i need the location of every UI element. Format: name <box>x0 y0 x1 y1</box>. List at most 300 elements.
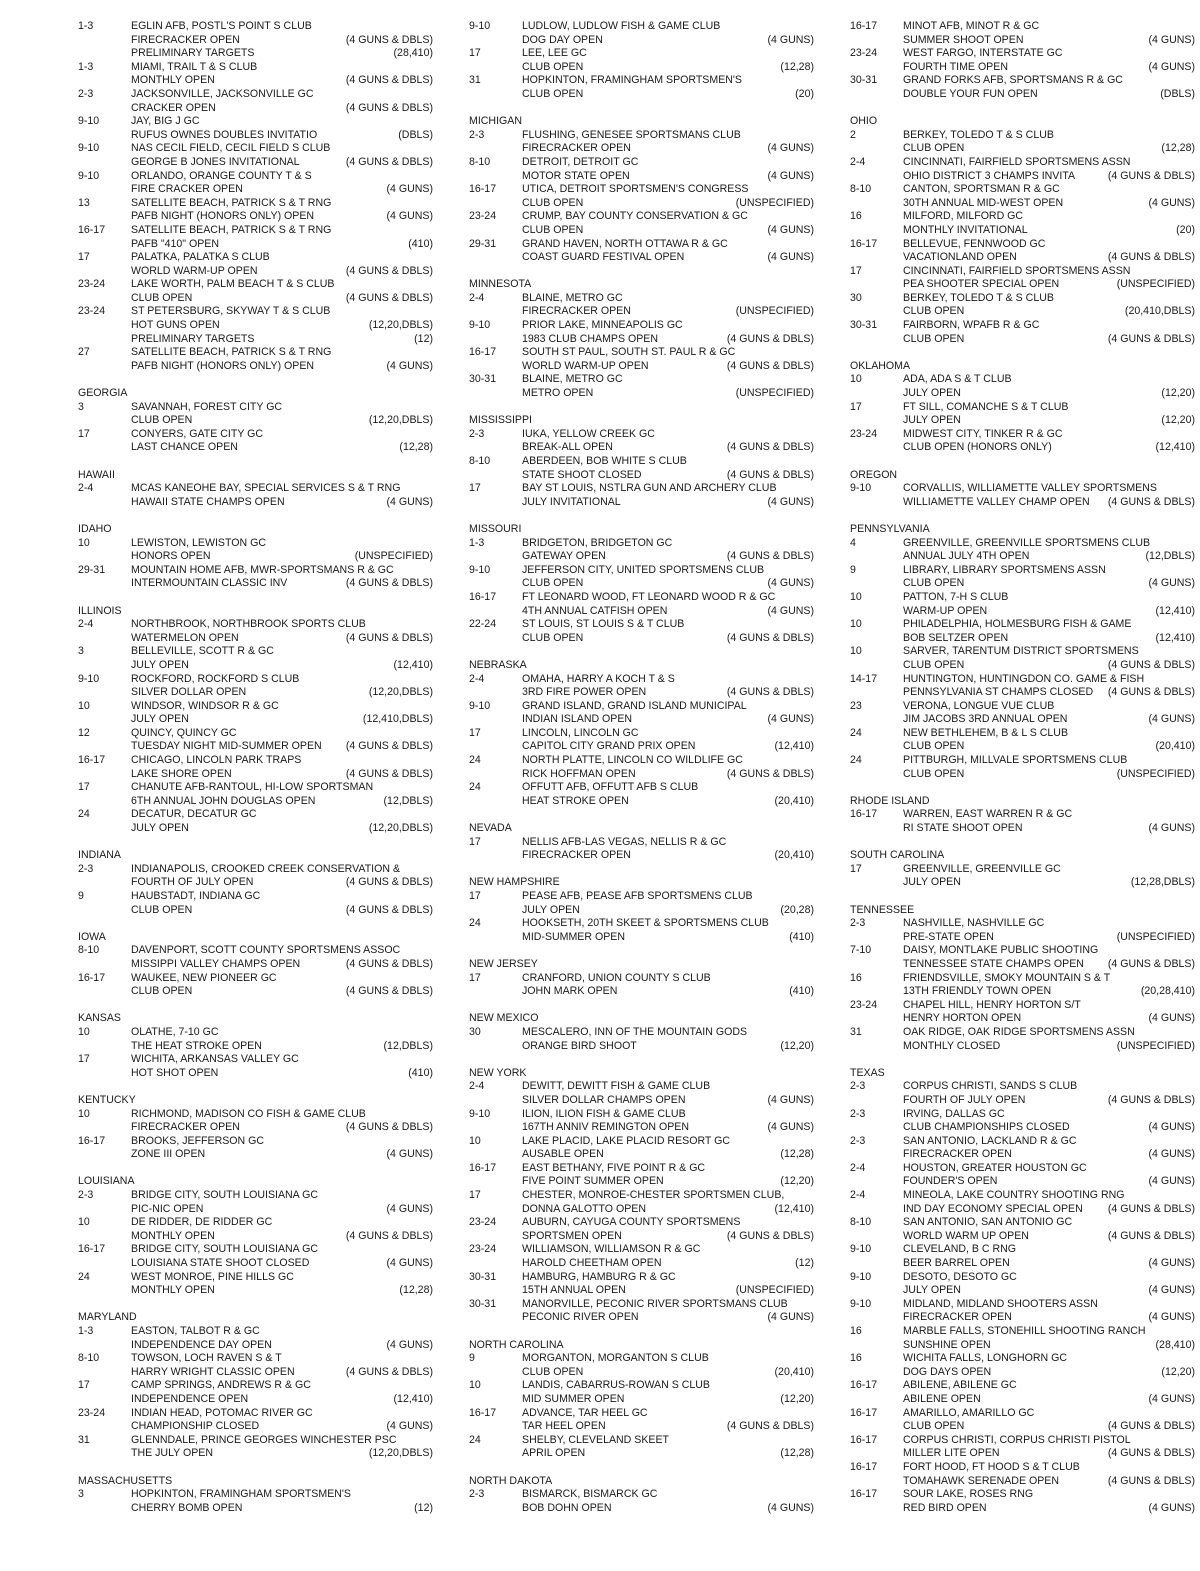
event-date: 10 <box>78 1107 90 1120</box>
event-location: MARBLE FALLS, STONEHILL SHOOTING RANCH <box>903 1325 1146 1337</box>
event-title-line <box>131 768 433 782</box>
event-entry <box>850 292 1195 319</box>
event-date: 1-3 <box>78 20 94 32</box>
event-class: (UNSPECIFIED) <box>1116 1039 1195 1052</box>
event-class: (4 GUNS & DBLS) <box>726 332 814 345</box>
event-title-line <box>131 686 433 700</box>
event-details <box>131 1189 433 1216</box>
event-date: 16 <box>850 1352 862 1365</box>
event-title: ZONE III OPEN <box>131 1148 206 1161</box>
event-date: 2-4 <box>469 1080 485 1093</box>
event-location: GLENNDALE, PRINCE GEORGES WINCHESTER PSC <box>131 1433 397 1446</box>
event-location: WARREN, EAST WARREN R & GC <box>903 808 1073 821</box>
event-title-line <box>522 1175 814 1189</box>
event-class: (4 GUNS & DBLS) <box>726 1420 814 1433</box>
event-entry <box>469 129 814 156</box>
event-entry <box>469 428 814 455</box>
event-entry <box>469 482 814 509</box>
event-class: (12) <box>795 1257 814 1270</box>
event-date: 3 <box>78 400 84 413</box>
event-title-line <box>522 1311 814 1325</box>
event-date: 17 <box>850 400 862 413</box>
event-title-line <box>131 1447 433 1461</box>
event-details <box>903 319 1195 346</box>
event-title: DOUBLE YOUR FUN OPEN <box>903 87 1038 100</box>
event-location: SHELBY, CLEVELAND SKEET <box>522 1433 670 1446</box>
event-date: 1-3 <box>78 1325 94 1337</box>
event-title: HAWAII STATE CHAMPS OPEN <box>131 495 285 508</box>
event-class: (12,20) <box>1161 414 1195 427</box>
event-location: EGLIN AFB, POSTL'S POINT S CLUB <box>131 20 312 32</box>
event-entry <box>850 183 1195 210</box>
event-details <box>522 346 814 373</box>
event-details <box>522 836 814 863</box>
event-entry <box>469 1434 814 1461</box>
event-title-line <box>903 768 1195 782</box>
event-class: (12,410) <box>1155 441 1195 454</box>
event-title: SPORTSMEN OPEN <box>522 1229 622 1242</box>
event-details <box>903 373 1195 400</box>
event-details <box>131 645 433 672</box>
event-date: 24 <box>469 754 481 767</box>
event-entry <box>78 754 433 781</box>
event-title: CLUB OPEN <box>903 658 965 671</box>
event-title-line <box>903 170 1195 184</box>
event-details <box>522 1243 814 1270</box>
event-date: 9-10 <box>78 142 100 155</box>
event-location: IUKA, YELLOW CREEK GC <box>522 427 655 440</box>
event-details <box>903 482 1195 509</box>
state-section <box>469 115 814 265</box>
event-date: 2-3 <box>850 1080 866 1093</box>
event-entry <box>78 482 433 509</box>
state-heading: LOUISIANA <box>78 1175 135 1188</box>
event-title-line <box>131 238 433 252</box>
event-location: JAY, BIG J GC <box>131 115 200 128</box>
event-title: STATE SHOOT CLOSED <box>522 468 642 481</box>
event-title-line <box>522 469 814 483</box>
event-class: (12,410) <box>393 658 433 671</box>
event-class: (4 GUNS & DBLS) <box>345 1365 433 1378</box>
event-title: 30TH ANNUAL MID-WEST OPEN <box>903 196 1064 209</box>
event-details <box>522 1216 814 1243</box>
event-class: (12,410) <box>774 740 814 753</box>
event-class: (4 GUNS) <box>1148 1257 1195 1270</box>
event-title: MONTHLY OPEN <box>131 1284 215 1297</box>
event-title-line <box>522 605 814 619</box>
event-details <box>903 1243 1195 1270</box>
event-details <box>522 917 814 944</box>
event-entry <box>469 210 814 237</box>
state-section <box>469 1475 814 1516</box>
state-section <box>469 1339 814 1461</box>
event-title-line <box>903 1393 1195 1407</box>
state-section <box>469 278 814 400</box>
event-title-line <box>131 1284 433 1298</box>
event-location: MCAS KANEOHE BAY, SPECIAL SERVICES S & T RNG <box>131 482 401 495</box>
event-title-line <box>131 822 433 836</box>
event-class: (410) <box>789 985 814 998</box>
event-class: (4 GUNS & DBLS) <box>726 550 814 563</box>
event-entry <box>850 1162 1195 1189</box>
event-date: 30-31 <box>850 74 878 87</box>
event-location: CAMP SPRINGS, ANDREWS R & GC <box>131 1379 311 1392</box>
event-date: 2-3 <box>78 87 94 100</box>
event-class: (12,20,DBLS) <box>368 1447 433 1460</box>
event-class: (20) <box>1176 223 1195 236</box>
event-date: 9-10 <box>469 699 491 712</box>
event-class: (4 GUNS & DBLS) <box>1107 1447 1195 1460</box>
event-location: LAKE PLACID, LAKE PLACID RESORT GC <box>522 1134 731 1147</box>
event-title: BREAK-ALL OPEN <box>522 441 613 454</box>
event-location: ABERDEEN, BOB WHITE S CLUB <box>522 455 687 467</box>
event-title-line <box>131 958 433 972</box>
event-entry <box>469 47 814 74</box>
event-title: FIRECRACKER OPEN <box>522 305 631 318</box>
event-location: CORPUS CHRISTI, CORPUS CHRISTI PISTOL <box>903 1433 1131 1446</box>
event-title-line <box>903 1012 1195 1026</box>
event-class: (4 GUNS) <box>1148 60 1195 73</box>
event-location: NAS CECIL FIELD, CECIL FIELD S CLUB <box>131 142 331 155</box>
event-details <box>522 156 814 183</box>
event-title-line <box>903 958 1195 972</box>
event-date: 9-10 <box>850 1243 872 1256</box>
event-title: MISSIPPI VALLEY CHAMPS OPEN <box>131 957 301 970</box>
state-section <box>469 822 814 863</box>
event-title-line <box>903 577 1195 591</box>
event-title: CLUB OPEN <box>903 767 965 780</box>
event-location: HOOKSETH, 20TH SKEET & SPORTSMENS CLUB <box>522 917 769 930</box>
event-title: MID-SUMMER OPEN <box>522 930 625 943</box>
event-date: 3 <box>78 1488 84 1501</box>
state-section <box>78 523 433 591</box>
event-location: HOPKINTON, FRAMINGHAM SPORTSMEN'S <box>522 74 743 87</box>
event-title-line <box>522 61 814 75</box>
event-date: 2-4 <box>850 155 866 168</box>
event-location: GRAND ISLAND, GRAND ISLAND MUNICIPAL <box>522 699 747 712</box>
event-location: SOUR LAKE, ROSES RNG <box>903 1488 1034 1501</box>
event-class: (4 GUNS) <box>386 1202 433 1215</box>
event-date: 23-24 <box>78 278 106 291</box>
event-title: CLUB OPEN <box>903 740 965 753</box>
event-date: 10 <box>469 1379 481 1392</box>
state-section <box>850 795 1195 836</box>
event-class: (4 GUNS & DBLS) <box>1107 686 1195 699</box>
event-location: CONYERS, GATE CITY GC <box>131 427 264 440</box>
event-details <box>522 47 814 74</box>
event-entry <box>469 537 814 564</box>
event-location: CLEVELAND, B C RNG <box>903 1243 1017 1256</box>
event-entry <box>78 1053 433 1080</box>
event-date: 16-17 <box>78 1243 106 1256</box>
event-title: CLUB OPEN <box>522 577 584 590</box>
event-title: CHERRY BOMB OPEN <box>131 1501 243 1514</box>
event-title-line <box>522 632 814 646</box>
event-title: CLUB OPEN <box>522 1365 584 1378</box>
event-details <box>522 1407 814 1434</box>
event-date: 2-4 <box>850 1189 866 1202</box>
event-location: CINCINNATI, FAIRFIELD SPORTSMENS ASSN <box>903 155 1131 168</box>
event-class: (UNSPECIFIED) <box>1116 930 1195 943</box>
event-title: 167TH ANNIV REMINGTON OPEN <box>522 1121 689 1134</box>
event-entry <box>78 972 433 999</box>
event-title-line <box>903 605 1195 619</box>
event-location: UTICA, DETROIT SPORTSMEN'S CONGRESS <box>522 183 749 196</box>
event-date: 2-3 <box>78 862 94 875</box>
event-entry <box>469 1108 814 1135</box>
event-details <box>131 700 433 727</box>
event-class: (12,410) <box>1155 631 1195 644</box>
state-section <box>850 904 1195 1054</box>
event-date: 24 <box>469 1433 481 1446</box>
event-class: (12,28,DBLS) <box>1130 876 1195 889</box>
event-title: CLUB OPEN <box>131 903 193 916</box>
event-class: (4 GUNS & DBLS) <box>345 985 433 998</box>
event-title: BOB DOHN OPEN <box>522 1501 612 1514</box>
event-details <box>903 754 1195 781</box>
event-title: CLUB OPEN (HONORS ONLY) <box>903 441 1052 454</box>
event-class: (4 GUNS) <box>1148 577 1195 590</box>
event-location: DAVENPORT, SCOTT COUNTY SPORTSMENS ASSOC <box>131 944 401 957</box>
event-location: SATELLITE BEACH, PATRICK S & T RNG <box>131 223 332 236</box>
event-title-line <box>522 1502 814 1516</box>
event-entry <box>78 142 433 169</box>
event-details <box>903 944 1195 971</box>
state-section <box>850 469 1195 510</box>
event-details <box>522 564 814 591</box>
event-title-line <box>131 1067 433 1081</box>
event-title-line <box>522 1257 814 1271</box>
event-title: MOTOR STATE OPEN <box>522 169 630 182</box>
event-class: (4 GUNS & DBLS) <box>1107 1229 1195 1242</box>
state-section <box>469 659 814 809</box>
event-title: CLUB OPEN <box>522 60 584 73</box>
state-section <box>850 849 1195 890</box>
event-title: TENNESSEE STATE CHAMPS OPEN <box>903 957 1084 970</box>
event-location: QUINCY, QUINCY GC <box>131 726 237 739</box>
event-title-line <box>522 197 814 211</box>
event-entry <box>850 1461 1195 1488</box>
event-class: (4 GUNS & DBLS) <box>345 264 433 277</box>
event-title-line <box>903 1339 1195 1353</box>
event-date: 1-3 <box>469 536 485 549</box>
event-date: 16-17 <box>469 1406 497 1419</box>
event-entry <box>850 1026 1195 1053</box>
event-location: OLATHE, 7-10 GC <box>131 1025 219 1038</box>
event-class: (4 GUNS & DBLS) <box>345 903 433 916</box>
state-section <box>850 360 1195 455</box>
event-date: 9 <box>850 563 856 576</box>
event-details <box>903 537 1195 564</box>
event-title-line <box>522 387 814 401</box>
event-details <box>131 1407 433 1434</box>
event-title: BEER BARREL OPEN <box>903 1257 1010 1270</box>
event-entry <box>850 428 1195 455</box>
event-location: JEFFERSON CITY, UNITED SPORTSMENS CLUB <box>522 563 765 576</box>
event-title: INDEPENDENCE DAY OPEN <box>131 1338 272 1351</box>
event-class: (12,28) <box>780 1447 814 1460</box>
event-location: DECATUR, DECATUR GC <box>131 808 257 821</box>
event-title: GEORGE B JONES INVITATIONAL <box>131 155 300 168</box>
event-entry <box>78 1325 433 1352</box>
event-date: 2 <box>850 128 856 141</box>
event-location: GREENVILLE, GREENVILLE GC <box>903 862 1061 875</box>
event-location: FT LEONARD WOOD, FT LEONARD WOOD R & GC <box>522 590 776 603</box>
event-details <box>903 1461 1195 1488</box>
event-title: FIRECRACKER OPEN <box>903 1148 1012 1161</box>
event-details <box>903 1026 1195 1053</box>
event-location: PRIOR LAKE, MINNEAPOLIS GC <box>522 319 683 332</box>
event-location: NELLIS AFB-LAS VEGAS, NELLIS R & GC <box>522 835 727 848</box>
event-date: 22-24 <box>469 618 497 631</box>
event-details <box>903 265 1195 292</box>
event-class: (12) <box>414 332 433 345</box>
event-date: 17 <box>78 1379 90 1392</box>
event-title: PEA SHOOTER SPECIAL OPEN <box>903 278 1060 291</box>
event-title: HARRY WRIGHT CLASSIC OPEN <box>131 1365 295 1378</box>
event-title-line <box>903 1175 1195 1189</box>
event-title-line <box>903 1148 1195 1162</box>
event-class: (12,20) <box>780 1392 814 1405</box>
event-date: 14-17 <box>850 672 878 685</box>
event-details <box>522 373 814 400</box>
state-section <box>469 1012 814 1053</box>
event-location: GREENVILLE, GREENVILLE SPORTSMENS CLUB <box>903 536 1151 549</box>
event-entry <box>78 61 433 88</box>
event-details <box>131 1135 433 1162</box>
event-details <box>131 197 433 224</box>
state-heading: KANSAS <box>78 1012 121 1025</box>
schedule-column-3 <box>850 20 1195 1515</box>
event-entry <box>469 1135 814 1162</box>
event-location: WICHITA, ARKANSAS VALLEY GC <box>131 1053 299 1066</box>
event-title-line <box>131 292 433 306</box>
event-details <box>522 319 814 346</box>
event-class: (UNSPECIFIED) <box>735 305 814 318</box>
event-entry <box>469 1379 814 1406</box>
event-location: PEASE AFB, PEASE AFB SPORTSMENS CLUB <box>522 890 753 902</box>
event-entry <box>469 1216 814 1243</box>
event-title-line <box>903 34 1195 48</box>
event-entry <box>850 972 1195 999</box>
event-date: 9 <box>469 1352 475 1365</box>
event-location: DETROIT, DETROIT GC <box>522 155 639 168</box>
event-entry <box>850 156 1195 183</box>
event-entry <box>78 428 433 455</box>
state-heading: IDAHO <box>78 522 112 535</box>
event-date: 17 <box>850 264 862 277</box>
event-details <box>131 727 433 754</box>
event-title-line <box>522 88 814 102</box>
event-title-line <box>131 1366 433 1380</box>
state-heading: KENTUCKY <box>78 1093 136 1106</box>
event-details <box>131 278 433 305</box>
event-location: LUDLOW, LUDLOW FISH & GAME CLUB <box>522 20 721 32</box>
event-title-line <box>131 1502 433 1516</box>
event-title-line <box>522 1094 814 1108</box>
event-details <box>522 1434 814 1461</box>
event-date: 29-31 <box>469 237 497 250</box>
state-section <box>78 469 433 510</box>
event-class: (4 GUNS & DBLS) <box>1107 1420 1195 1433</box>
event-details <box>903 74 1195 101</box>
event-location: INDIANAPOLIS, CROOKED CREEK CONSERVATION & <box>131 862 401 875</box>
event-entry <box>469 292 814 319</box>
event-location: BAY ST LOUIS, NSTLRA GUN AND ARCHERY CLUB <box>522 482 777 495</box>
event-class: (4 GUNS & DBLS) <box>345 101 433 114</box>
event-title-line <box>522 224 814 238</box>
event-title-line <box>522 305 814 319</box>
event-details <box>903 20 1195 47</box>
event-entry <box>78 224 433 251</box>
event-date: 7-10 <box>850 944 872 957</box>
event-date: 2-4 <box>469 291 485 304</box>
event-details <box>903 1216 1195 1243</box>
event-details <box>903 129 1195 156</box>
event-title: CLUB OPEN <box>903 142 965 155</box>
event-title: PRE-STATE OPEN <box>903 930 994 943</box>
event-title: CLUB OPEN <box>903 577 965 590</box>
event-title: WORLD WARM-UP OPEN <box>522 359 649 372</box>
event-entry <box>469 591 814 618</box>
event-class: (UNSPECIFIED) <box>1116 278 1195 291</box>
event-entry <box>78 305 433 346</box>
event-entry <box>78 1352 433 1379</box>
event-details <box>131 61 433 88</box>
event-details <box>522 183 814 210</box>
event-entry <box>850 808 1195 835</box>
event-date: 4 <box>850 536 856 549</box>
event-class: (4 GUNS) <box>1148 1148 1195 1161</box>
event-title: DOG DAY OPEN <box>522 33 603 46</box>
schedule-column-2 <box>469 20 814 1515</box>
event-date: 16-17 <box>850 1460 878 1473</box>
event-title-line <box>522 1121 814 1135</box>
event-location: SAVANNAH, FOREST CITY GC <box>131 400 283 413</box>
event-title-line <box>903 876 1195 890</box>
event-class: (12,20) <box>1161 387 1195 400</box>
event-location: FT SILL, COMANCHE S & T CLUB <box>903 400 1069 413</box>
event-entry <box>850 700 1195 727</box>
event-title-line <box>903 1121 1195 1135</box>
event-title: CLUB OPEN <box>522 631 584 644</box>
event-class: (12,20,DBLS) <box>368 319 433 332</box>
event-title-line <box>522 849 814 863</box>
event-title-line <box>903 1040 1195 1054</box>
event-details <box>522 455 814 482</box>
event-details <box>903 47 1195 74</box>
event-details <box>522 890 814 917</box>
event-class: (4 GUNS) <box>767 1093 814 1106</box>
state-heading: GEORGIA <box>78 387 128 400</box>
event-date: 9-10 <box>78 672 100 685</box>
event-class: (UNSPECIFIED) <box>1116 767 1195 780</box>
event-entry <box>850 482 1195 509</box>
event-class: (4 GUNS) <box>1148 196 1195 209</box>
event-date: 30-31 <box>469 1270 497 1283</box>
event-title-line <box>131 550 433 564</box>
state-section <box>78 931 433 999</box>
event-title-line <box>903 1284 1195 1298</box>
event-entry <box>78 564 433 591</box>
event-date: 17 <box>469 47 481 60</box>
state-heading: MINNESOTA <box>469 278 532 291</box>
event-date: 16-17 <box>850 1488 878 1501</box>
event-entry <box>850 1243 1195 1270</box>
event-location: MILFORD, MILFORD GC <box>903 210 1024 223</box>
event-entry <box>78 401 433 428</box>
event-details <box>903 645 1195 672</box>
